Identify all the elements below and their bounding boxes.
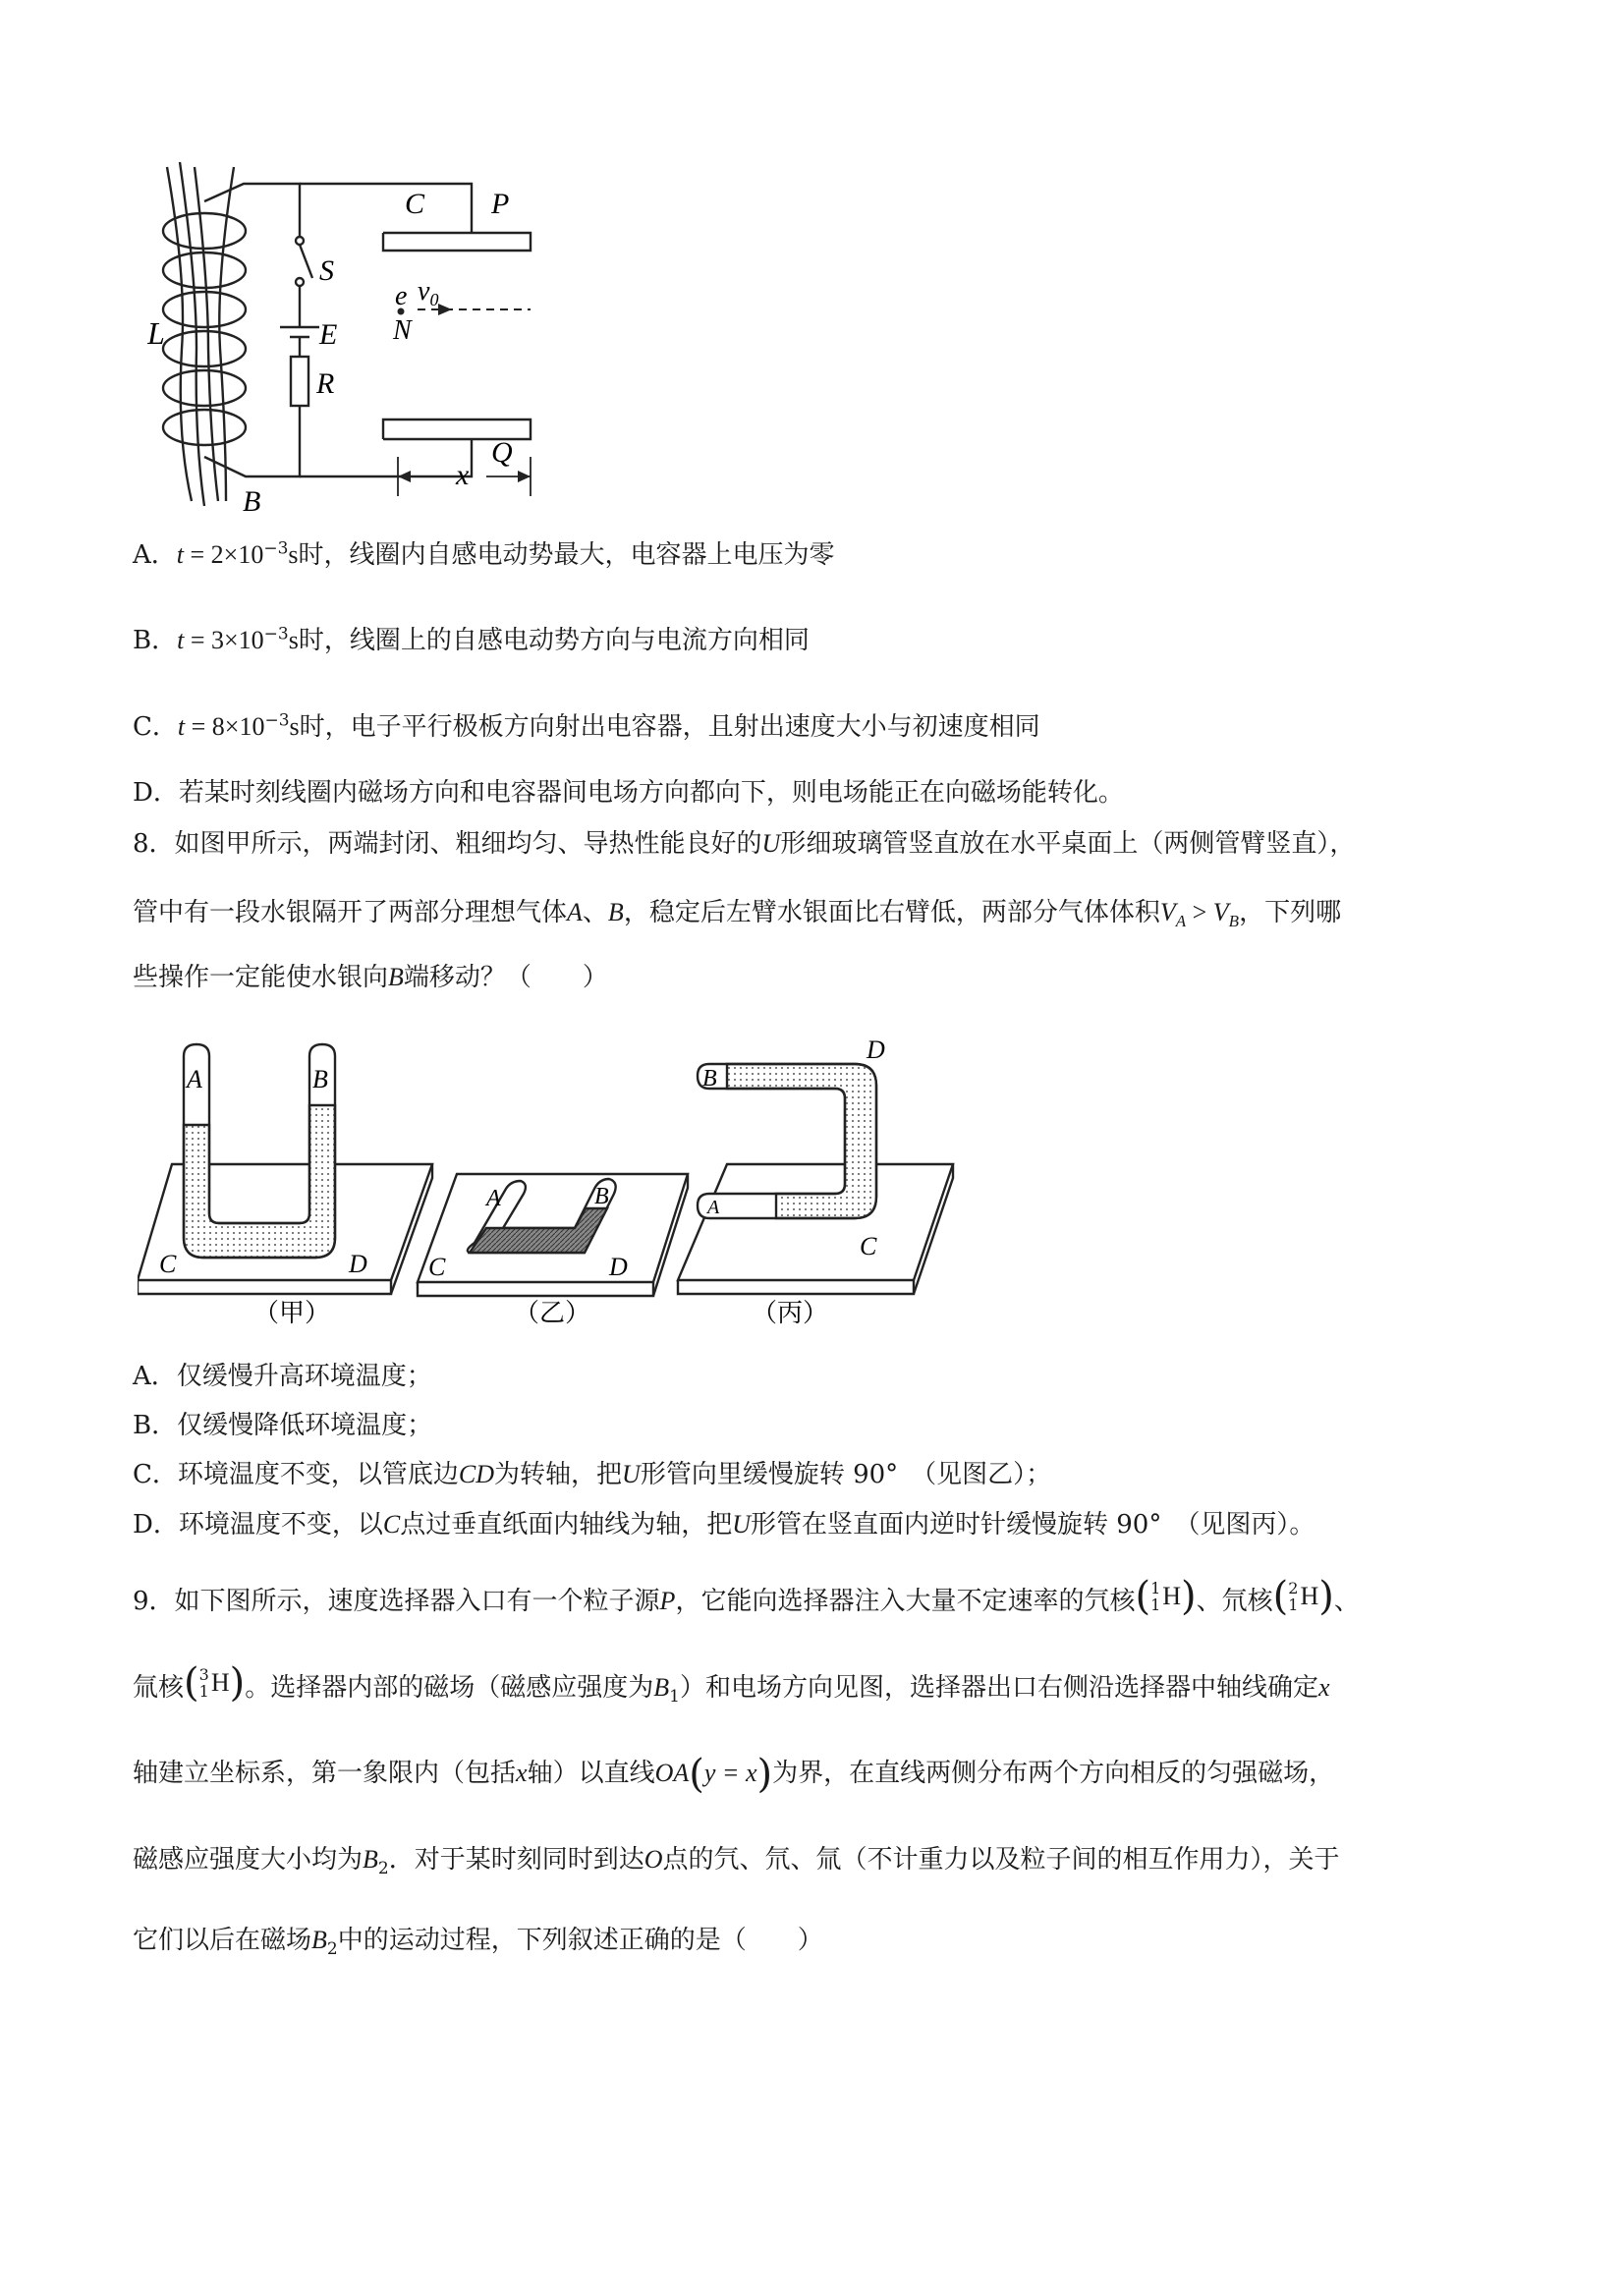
q9-stem-line1: 9．如下图所示，速度选择器入口有一个粒子源P，它能向选择器注入大量不定速率的氕核 ( 1 1 H ) 、氘核 ( 2 1 H ) 、 [133,1574,1360,1619]
q7-label-E: E [319,318,338,351]
q8-yi-label-C: C [428,1253,446,1281]
q8-option-d: D．环境温度不变，以C点过垂直纸面内轴线为轴，把U形管在竖直面内逆时针缓慢旋转 90° （见图丙）。 [133,1510,1315,1540]
tritium-nuclide: ( 3 1 H ) [184,1660,246,1706]
q8-stem-line3: 些操作一定能使水银向B端移动？（ ） [133,963,608,992]
q7-option-d: D．若某时刻线圈内磁场方向和电容器间电场方向都向下，则电场能正在向磁场能转化。 [133,778,1124,808]
q7-label-B: B [243,485,261,516]
q8-jia-label-D: D [349,1250,367,1278]
q8-option-b: B．仅缓慢降低环境温度； [133,1411,433,1440]
q8-u-tube-svg [138,1036,963,1331]
q7-label-N: N [393,315,412,346]
q8-bing-label-C: C [860,1232,877,1260]
q8-bing-label-A: A [707,1197,720,1218]
protium-nuclide: ( 1 1 H ) [1135,1574,1197,1619]
q8-yi-label-B: B [594,1184,609,1209]
q7-label-Q: Q [491,436,513,469]
q8-bing-label-D: D [867,1036,885,1064]
q7-label-R: R [316,367,335,400]
q7-circuit-svg [147,162,589,516]
q8-u-tube-figure [138,1036,963,1331]
q8-jia-caption: （甲） [253,1299,331,1327]
q7-label-v0: $v_0$ [418,276,439,309]
q8-option-c: C．环境温度不变，以管底边CD为转轴，把U形管向里缓慢旋转 90° （见图乙）； [133,1460,1052,1489]
q8-bing-label-B: B [702,1066,717,1092]
q8-jia-label-A: A [187,1065,202,1093]
q7-label-S: S [319,254,334,287]
q8-stem-line1: 8．如图甲所示，两端封闭、粗细均匀、导热性能良好的U形细玻璃管竖直放在水平桌面上（两侧管臂竖直）， [133,829,1356,859]
q7-label-P: P [491,188,510,220]
q9-stem-line3: 轴建立坐标系，第一象限内（包括x轴）以直线OA(y = x)为界，在直线两侧分布两个方向相反的匀强磁场， [133,1752,1335,1797]
q8-bing-caption: （丙） [752,1299,829,1327]
q8-yi-caption: （乙） [514,1299,591,1327]
q9-stem-line5: 它们以后在磁场$B_2$中的运动过程，下列叙述正确的是（ ） [133,1926,823,1960]
q7-option-b: B．$t = 3\times 10^{-3}s$时，线圈上的自感电动势方向与电流方向相同 [133,624,810,655]
q7-label-L: L [147,315,165,351]
q7-label-x: x [456,459,470,491]
q7-option-a: A．$t = 2\times 10^{-3}s$时，线圈内自感电动势最大，电容器上电压为零 [133,538,835,570]
q7-option-c: C．$t = 8\times 10^{-3}s$时，电子平行极板方向射出电容器，且射出速度大小与初速度相同 [133,710,1040,742]
q8-yi-label-A: A [486,1186,501,1211]
q8-jia-label-C: C [159,1250,177,1278]
q9-stem-line2: 氚核 ( 3 1 H ) 。选择器内部的磁场（磁感应强度为$B_1$）和电场方向见图，选择器出口右侧沿选择器中轴线确定x [133,1660,1330,1708]
q8-stem-line2: 管中有一段水银隔开了两部分理想气体A、B，稳定后左臂水银面比右臂低，两部分气体体积$V_A > V_B$，下列哪 [133,898,1342,931]
q8-jia-label-B: B [312,1065,328,1093]
q8-option-a: A．仅缓慢升高环境温度； [133,1362,432,1391]
q7-label-e: e [395,281,408,311]
q7-circuit-figure [147,162,589,516]
q8-yi-label-D: D [609,1253,628,1281]
q7-label-C: C [405,188,425,220]
deuterium-nuclide: ( 2 1 H ) [1272,1574,1334,1619]
q9-stem-line4: 磁感应强度大小均为$B_2$．对于某时刻同时到达O点的氕、氘、氚（不计重力以及粒子间的相互作用力），关于 [133,1845,1340,1879]
